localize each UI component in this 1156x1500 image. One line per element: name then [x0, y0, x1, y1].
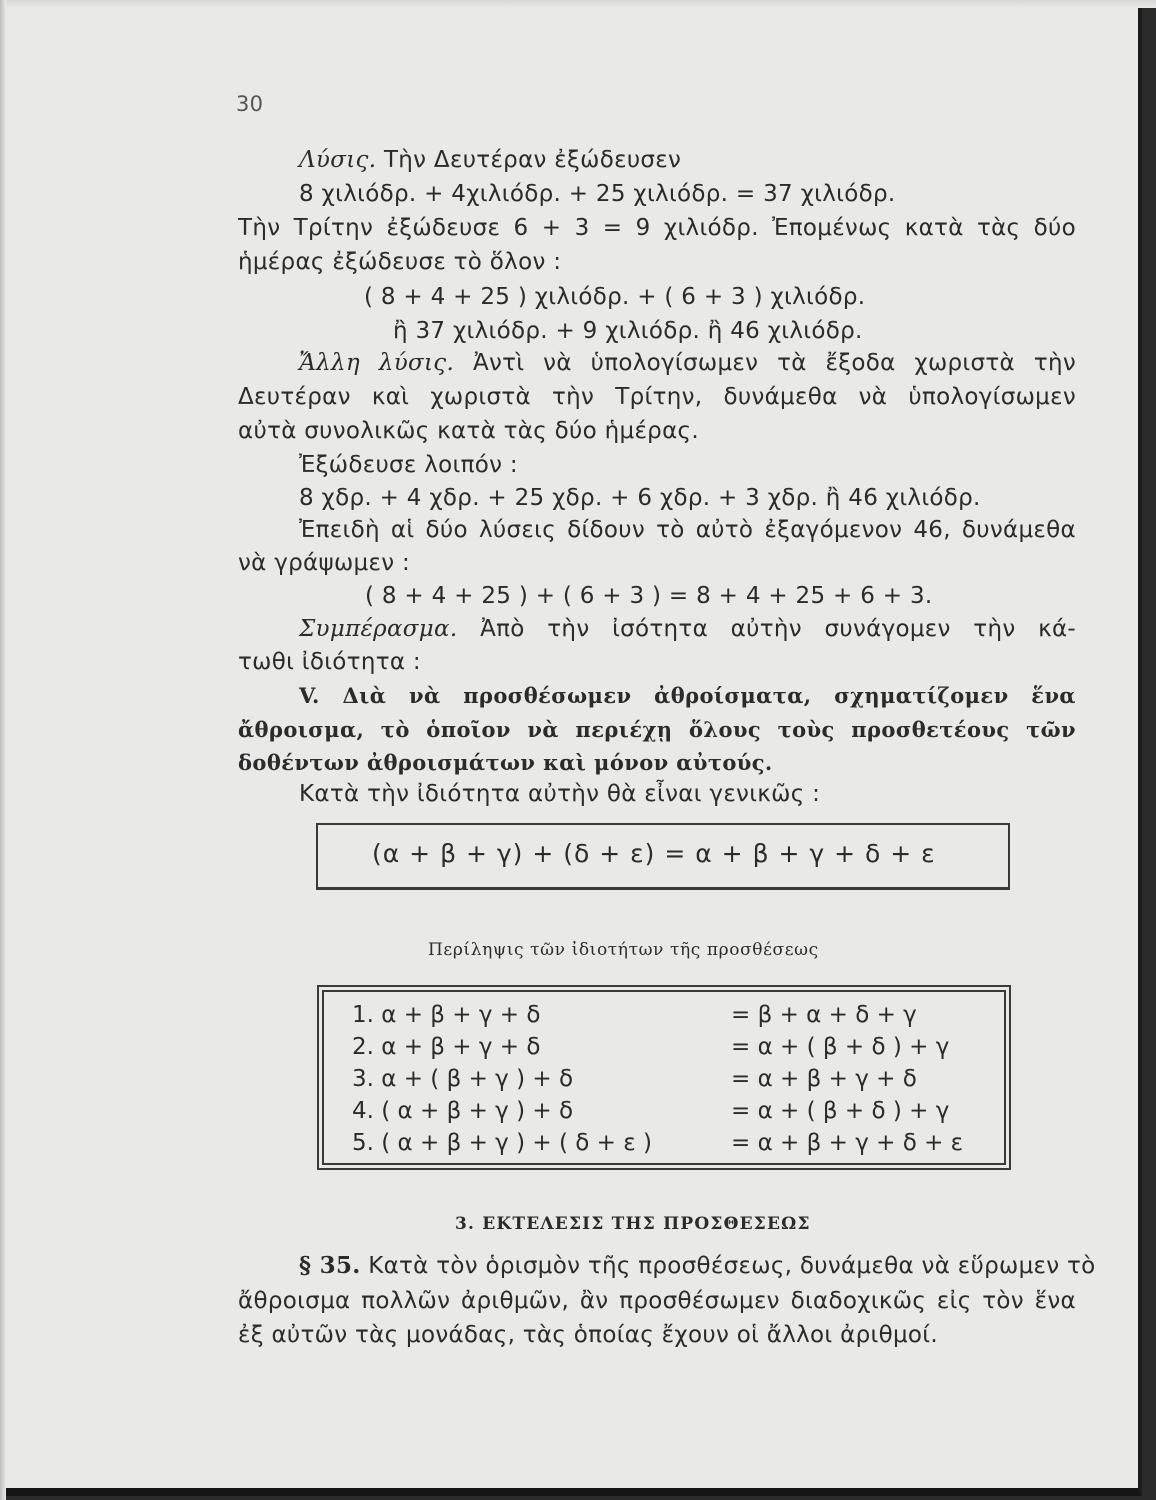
page-top-shadow	[0, 0, 1156, 8]
section-para-line-1	[299, 1252, 1096, 1280]
formula-box	[316, 823, 1010, 890]
text-line-16: τωθι ἰδιότητα :	[238, 649, 421, 675]
rule-line-3: δοθέντων ἀθροισμάτων καὶ μόνον αὐτούς.	[238, 750, 773, 775]
formula-text: (α + β + γ) + (δ + ε) = α + β + γ + δ + ε	[372, 839, 936, 868]
alt-solution-line	[299, 349, 1076, 377]
text-line-12: Ἐπειδὴ αἱ δύο λύσεις δίδουν τὸ αὐτὸ ἐξαγόμενον 46, δυνάμεθα	[299, 517, 1076, 543]
section-para-line-3: ἐξ αὐτῶν τὰς μονάδας, τὰς ὁποίας ἔχουν οἱ ἄλλοι ἀριθμοί.	[238, 1322, 938, 1348]
text-line-5: ( 8 + 4 + 25 ) χιλιόδρ. + ( 6 + 3 ) χιλιόδρ.	[364, 284, 866, 310]
section-para-text: Κατὰ τὸν ὁρισμὸν τῆς προσθέσεως, δυνάμεθα νὰ εὕρωμεν τὸ	[368, 1253, 1096, 1279]
row-lhs: 1. α + β + γ + δ	[352, 1002, 541, 1028]
text-line-3: Τὴν Τρίτην ἐξώδευσε 6 + 3 = 9 χιλιόδρ. Ἐπομένως κατὰ τὰς δύο	[238, 215, 1076, 241]
section-para-line-2: ἄθροισμα πολλῶν ἀριθμῶν, ἂν προσθέσωμεν διαδοχικῶς εἰς τὸν ἕνα	[238, 1288, 1076, 1314]
text-line-4: ἡμέρας ἐξώδευσε τὸ ὅλον :	[238, 249, 562, 275]
row-lhs: 3. α + ( β + γ ) + δ	[352, 1066, 574, 1092]
rule-line-2: ἄθροισμα, τὸ ὁποῖον νὰ περιέχῃ ὅλους τοὺς προσθετέους τῶν	[238, 717, 1076, 742]
row-rhs: = α + ( β + δ ) + γ	[731, 1034, 950, 1060]
text-line-6: ἢ 37 χιλιόδρ. + 9 χιλιόδρ. ἢ 46 χιλιόδρ.	[393, 318, 863, 344]
row-lhs: 2. α + β + γ + δ	[352, 1034, 541, 1060]
text-line-13: νὰ γράψωμεν :	[238, 550, 410, 576]
solution-text: Τὴν Δευτέραν ἐξώδευσεν	[383, 147, 682, 173]
text-line-11: 8 χδρ. + 4 χδρ. + 25 χδρ. + 6 χδρ. + 3 χδρ. ἢ 46 χιλιόδρ.	[299, 485, 981, 511]
alt-solution-text: Ἀντὶ νὰ ὑπολογίσωμεν τὰ ἔξοδα χωριστὰ τὴν	[472, 350, 1076, 376]
solution-label: Λύσις.	[299, 147, 377, 173]
text-line-20: Κατὰ τὴν ἰδιότητα αὐτὴν θὰ εἶναι γενικῶς :	[299, 781, 821, 807]
row-rhs: = β + α + δ + γ	[731, 1002, 917, 1028]
conclusion-line	[299, 615, 1076, 643]
text-line-2: 8 χιλιόδρ. + 4χιλιόδρ. + 25 χιλιόδρ. = 37 χιλιόδρ.	[299, 181, 896, 207]
summary-table-inner	[322, 990, 1006, 1165]
equation-line: ( 8 + 4 + 25 ) + ( 6 + 3 ) = 8 + 4 + 25 + 6 + 3.	[365, 583, 933, 609]
conclusion-label: Συμπέρασμα.	[299, 616, 458, 642]
row-rhs: = α + ( β + δ ) + γ	[731, 1098, 950, 1124]
conclusion-text: Ἀπὸ τὴν ἰσότητα αὐτὴν συνάγομεν τὴν κά-	[480, 616, 1076, 642]
text-line-8: Δευτέραν καὶ χωριστὰ τὴν Τρίτην, δυνάμεθα νὰ ὑπολογίσωμεν	[238, 384, 1076, 410]
summary-title: Περίληψις τῶν ἰδιοτήτων τῆς προσθέσεως	[428, 940, 819, 960]
row-lhs: 4. ( α + β + γ ) + δ	[352, 1098, 574, 1124]
paragraph-number: § 35.	[299, 1252, 361, 1279]
page-number: 30	[236, 92, 264, 116]
alt-solution-label: Ἄλλη λύσις.	[299, 350, 455, 376]
page-left-shadow	[0, 0, 6, 1500]
solution-line-1	[299, 146, 681, 174]
row-rhs: = α + β + γ + δ + ε	[731, 1130, 964, 1156]
rule-line-1: V. Διὰ νὰ προσθέσωμεν ἀθροίσματα, σχηματίζομεν ἕνα	[299, 683, 1076, 708]
section-heading: 3. ΕΚΤΕΛΕΣΙΣ ΤΗΣ ΠΡΟΣΘΕΣΕΩΣ	[455, 1214, 811, 1234]
summary-table	[317, 985, 1011, 1170]
row-rhs: = α + β + γ + δ	[731, 1066, 917, 1092]
text-line-9: αὐτὰ συνολικῶς κατὰ τὰς δύο ἡμέρας.	[238, 418, 699, 444]
row-lhs: 5. ( α + β + γ ) + ( δ + ε )	[352, 1130, 652, 1156]
text-line-10: Ἐξώδευσε λοιπόν :	[299, 452, 518, 478]
